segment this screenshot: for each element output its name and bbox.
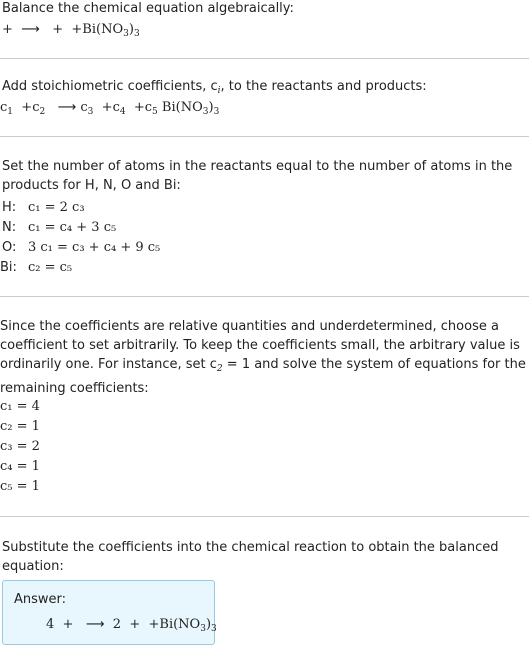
equation-h: c₁ = 2 c₃ <box>28 200 85 215</box>
reaction-arrow: ⟶ <box>57 100 77 115</box>
intro-heading: Balance the chemical equation algebraically: <box>2 1 294 16</box>
solution-c3: c₃ = 2 <box>0 439 40 454</box>
element-label-h: H: <box>2 200 17 215</box>
divider <box>0 296 529 297</box>
solution-c5: c₅ = 1 <box>0 479 40 494</box>
plus-sign: + <box>52 22 64 37</box>
reaction-arrow: ⟶ <box>85 617 105 632</box>
divider <box>0 136 529 137</box>
element-label-o: O: <box>2 240 17 255</box>
unbalanced-equation <box>2 21 140 43</box>
equation-bi: c₂ = c₅ <box>28 260 73 275</box>
divider <box>0 516 529 517</box>
answer-box <box>2 580 215 645</box>
coefficients-heading: Add stoichiometric coefficients, $c_i$, to the reactants and products: <box>2 79 427 96</box>
product-formula: $Bi(NO_3)_3$ <box>82 22 140 39</box>
element-label-bi: Bi: <box>0 260 17 275</box>
solution-c4: c₄ = 1 <box>0 459 40 474</box>
solution-c2: c₂ = 1 <box>0 419 40 434</box>
coefficient-equation: $c_1 +c_2$ ⟶ $c_3 +c_4 +c_5$ $Bi(NO_3)_3$ <box>0 100 220 117</box>
equation-n: c₁ = c₄ + 3 c₅ <box>28 220 117 235</box>
element-label-n: N: <box>2 220 17 235</box>
equation-o: 3 c₁ = c₃ + c₄ + 9 c₅ <box>28 240 161 255</box>
balanced-equation: 4 + ⟶ $2 + +Bi(NO_3)_3$ <box>46 617 217 634</box>
plus-sign: + <box>71 22 83 37</box>
substitute-heading: Substitute the coefficients into the chemical reaction to obtain the balanced equation: <box>2 540 499 574</box>
reaction-arrow: ⟶ <box>21 22 40 37</box>
solution-c1: c₁ = 4 <box>0 399 40 414</box>
atoms-heading: Set the number of atoms in the reactants equal to the number of atoms in the products for H, N, O and Bi: <box>2 159 513 193</box>
answer-label: Answer: <box>14 592 67 607</box>
solve-heading: Since the coefficients are relative quantities and underdetermined, choose a coefficient to set arbitrarily. To keep the coefficients small, the arbitrary value is ordinarily one. For instance, set $c_2 = 1$ and solve the system of equations for the remaining coefficients: <box>0 319 526 396</box>
divider <box>0 58 529 59</box>
product-formula: $Bi(NO_3)_3$ <box>159 617 217 634</box>
plus-sign: + <box>2 22 13 37</box>
